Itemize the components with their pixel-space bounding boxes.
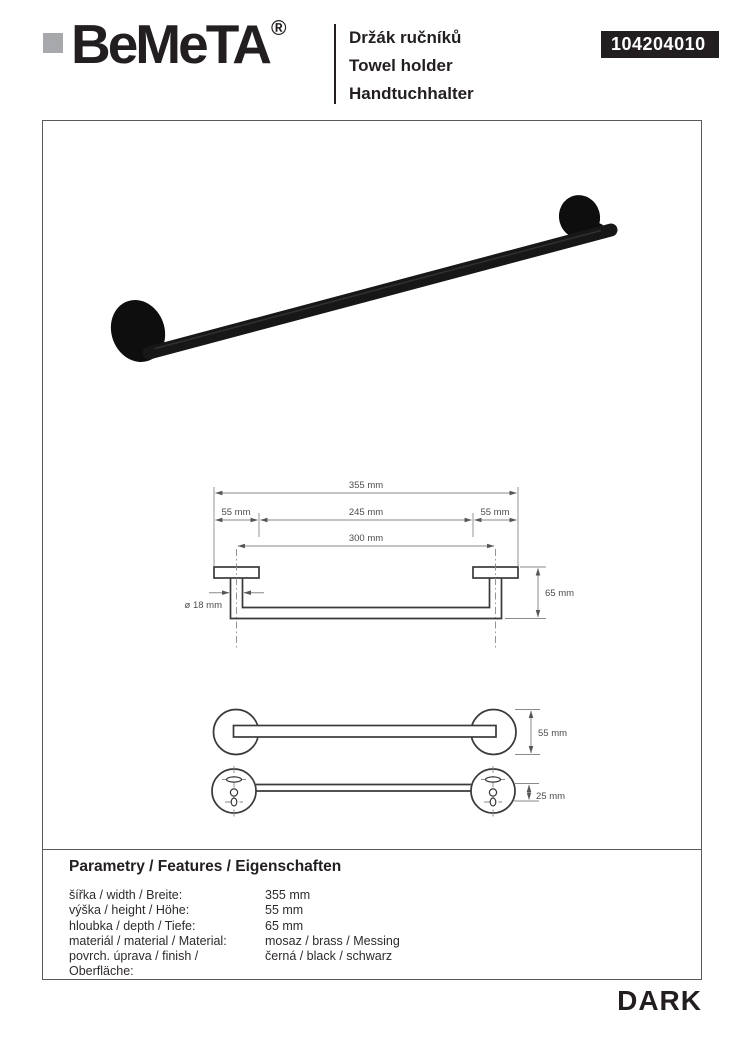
- param-label: povrch. úprava / finish / Oberfläche:: [69, 949, 199, 979]
- top-view-right-mount-detail: [481, 766, 505, 817]
- param-value: černá / black / schwarz: [265, 949, 393, 964]
- param-value: 355 mm: [265, 888, 311, 902]
- param-label: materiál / material / Material:: [69, 933, 227, 948]
- param-value: mosaz / brass / Messing: [265, 933, 400, 948]
- header-divider: [334, 24, 336, 104]
- param-label: šířka / width / Breite:: [69, 888, 183, 902]
- photo-towel-bar: [149, 230, 611, 353]
- registered-mark: ®: [270, 17, 287, 40]
- table-row: [69, 934, 400, 949]
- dim-offset-label: 25 mm: [536, 791, 566, 802]
- param-label: hloubka / depth / Tiefe:: [69, 918, 196, 933]
- product-names: [349, 24, 474, 108]
- param-value: 65 mm: [265, 918, 304, 933]
- dim-height-label: 55 mm: [538, 728, 568, 739]
- dim-total-width-label: 355 mm: [348, 480, 384, 491]
- table-row: [69, 903, 400, 918]
- drawing-top-view: [212, 766, 565, 817]
- parameters-title: Parametry / Features / Eigenschaften: [69, 858, 342, 875]
- product-code-badge: 104204010: [601, 31, 719, 58]
- param-label: výška / height / Höhe:: [69, 903, 190, 918]
- dim-mount-distance-label: 300 mm: [348, 533, 384, 544]
- table-row: [69, 949, 400, 980]
- drawing-front-section: [185, 480, 575, 649]
- product-name-cs: Držák ručníků: [349, 28, 462, 47]
- drawing-front-view: [214, 710, 568, 755]
- photo-left-mount: [102, 292, 173, 369]
- parameters-table: [69, 888, 400, 980]
- product-name-de: Handtuchhalter: [349, 84, 474, 103]
- brand-logo: [71, 13, 287, 75]
- table-row: [69, 919, 400, 934]
- parameters-separator: [43, 849, 701, 850]
- sheet-box: [42, 120, 702, 980]
- logo-square-icon: [43, 33, 63, 53]
- top-view-left-mount-detail: [222, 766, 246, 817]
- brand-text: BeMeTA: [71, 13, 269, 75]
- collection-name: DARK: [617, 985, 702, 1016]
- param-value: 55 mm: [265, 903, 304, 918]
- dim-center-span-label: 245 mm: [348, 507, 384, 518]
- dim-right-offset-label: 55 mm: [480, 507, 510, 518]
- table-row: [69, 888, 400, 903]
- dim-tube-diameter-label: ø 18 mm: [184, 600, 222, 611]
- product-name-en: Towel holder: [349, 56, 453, 75]
- product-photo: [102, 190, 611, 369]
- product-graphics: [43, 121, 701, 979]
- dim-left-offset-label: 55 mm: [221, 507, 251, 518]
- photo-bar-highlight: [155, 231, 601, 349]
- dim-depth-label: 65 mm: [545, 588, 575, 599]
